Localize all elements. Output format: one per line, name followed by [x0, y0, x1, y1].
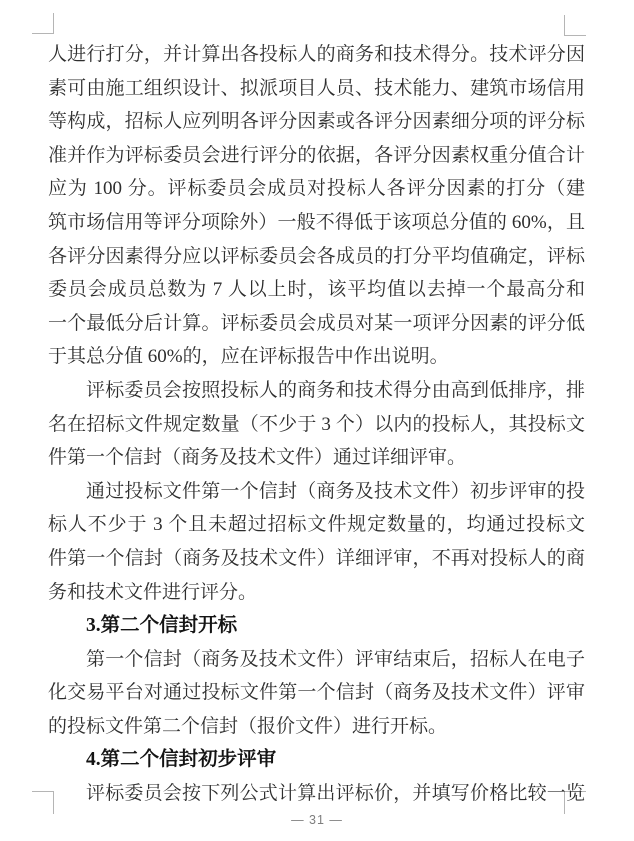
text-line: 于其总分值 60%的，应在评标报告中作出说明。 [48, 346, 449, 368]
crop-mark-top-right [564, 15, 586, 36]
text-line: 一个最低分后计算。评标委员会成员对某一项评分因素的评分低 [48, 312, 585, 334]
text-line: 准并作为评标委员会进行评分的依据，各评分因素权重分值合计 [48, 144, 585, 166]
crop-mark-top-left [32, 13, 54, 34]
text-line: 应为 100 分。评标委员会成员对投标人各评分因素的打分（建 [48, 178, 585, 200]
text-line: 委员会成员总数为 7 人以上时，该平均值以去掉一个最高分和 [48, 279, 585, 301]
text-line: 各评分因素得分应以评标委员会各成员的打分平均值确定，评标 [48, 245, 585, 267]
text-line: 务和技术文件进行评分。 [48, 581, 258, 603]
page-number: — 31 — [291, 813, 343, 827]
text-line: 第一个信封（商务及技术文件）评审结束后，招标人在电子 [86, 648, 585, 670]
text-line: 人进行打分，并计算出各投标人的商务和技术得分。技术评分因 [48, 44, 585, 65]
section-heading-3: 3.第二个信封开标 [86, 615, 238, 637]
text-line: 通过投标文件第一个信封（商务及技术文件）初步评审的投 [86, 480, 585, 502]
text-body [48, 38, 585, 811]
text-line: 名在招标文件规定数量（不少于 3 个）以内的投标人，其投标文 [48, 413, 585, 435]
text-line: 件第一个信封（商务及技术文件）详细评审，不再对投标人的商 [48, 547, 585, 569]
section-heading-4: 4.第二个信封初步评审 [86, 749, 277, 771]
text-line: 件第一个信封（商务及技术文件）通过详细评审。 [48, 447, 467, 469]
text-line: 评标委员会按照投标人的商务和技术得分由高到低排序，排 [86, 379, 585, 401]
text-line: 评标委员会按下列公式计算出评标价，并填写价格比较一览 [86, 783, 585, 805]
text-line: 的投标文件第二个信封（报价文件）进行开标。 [48, 715, 448, 737]
text-line: 筑市场信用等评分项除外）一般不得低于该项总分值的 60%，且 [48, 211, 585, 233]
text-line: 标人不少于 3 个且未超过招标文件规定数量的，均通过投标文 [48, 514, 585, 536]
text-line: 素可由施工组织设计、拟派项目人员、技术能力、建筑市场信用 [48, 77, 585, 99]
text-line: 化交易平台对通过投标文件第一个信封（商务及技术文件）评审 [48, 682, 585, 704]
text-line: 等构成，招标人应列明各评分因素或各评分因素细分项的评分标 [48, 111, 585, 133]
